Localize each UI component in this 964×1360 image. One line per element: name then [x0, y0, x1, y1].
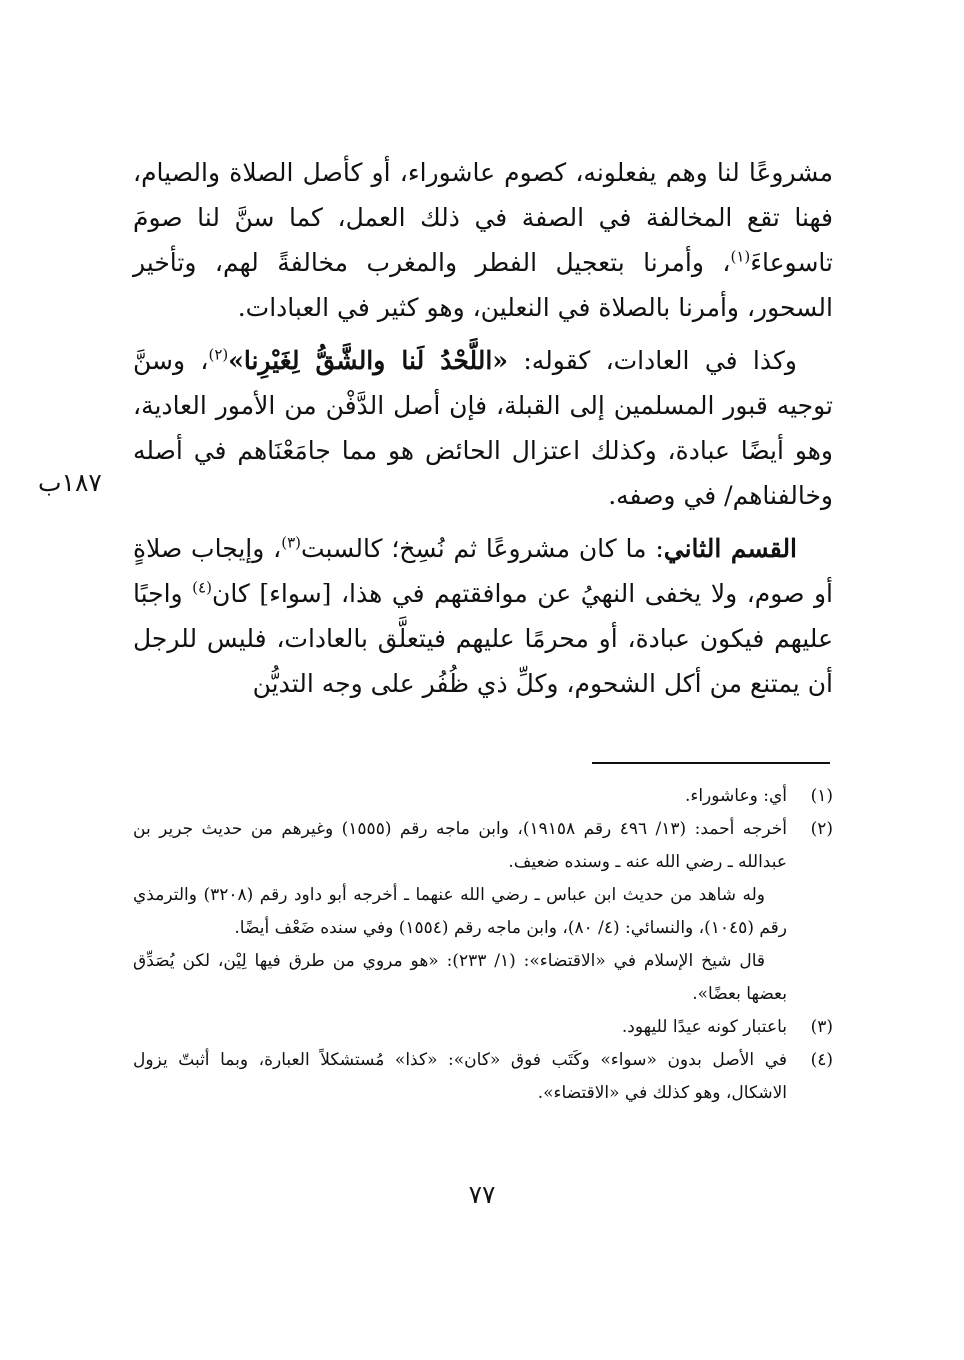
footnote-3: [133, 1011, 833, 1044]
paragraph-2: [133, 338, 833, 518]
footnote-body: [133, 813, 787, 1011]
footnote-number: (٢): [810, 819, 833, 839]
main-text: [133, 150, 833, 714]
footnote-number: (١): [810, 786, 833, 806]
footnote-ref-2[interactable]: (٢): [208, 345, 229, 364]
paragraph-1-text-a: مشروعًا لنا وهم يفعلونه، كصوم عاشوراء، أو كأصل الصلاة والصيام، فهنا تقع المخالفة في الصفة في ذلك العمل، كما سنَّ لنا صومَ تاسوعاءَ: [133, 158, 833, 277]
paragraph-3: [133, 526, 833, 706]
footnote-number: (٤): [810, 1050, 833, 1070]
page-number: ٧٧: [468, 1180, 496, 1209]
paragraph-1-text-b: ، وأمرنا بتعجيل الفطر والمغرب مخالفةً لهم، وتأخير السحور، وأمرنا بالصلاة في النعلين، وهو كثير في العبادات.: [133, 248, 833, 322]
section-heading: القسم الثاني: [663, 534, 798, 563]
paragraph-3-text-c: واجبًا عليهم فيكون عبادة، أو محرمًا عليهم فيتعلَّق بالعادات، فليس للرجل أن يمتنع من أكل الشحوم، وكلِّ ذي ظُفُر على وجه التديُّن: [133, 579, 833, 698]
footnote-text: أي: وعاشوراء.: [684, 786, 787, 806]
footnote-text: وله شاهد من حديث ابن عباس ـ رضي الله عنهما ـ أخرجه أبو داود رقم (٣٢٠٨) والترمذي رقم (١٠٤٥)، والنسائي: (٤/ ٨٠)، وابن ماجه رقم (١٥٥٤) وفي سنده ضَعْف أيضًا.: [133, 885, 787, 938]
footnote-body: [133, 780, 787, 813]
footnote-2: [133, 813, 833, 1011]
footnote-body: [133, 1011, 787, 1044]
footnote-text: قال شيخ الإسلام في «الاقتضاء»: (١/ ٢٣٣): «هو مروي من طرق فيها لِيْن، لكن يُصَدِّق بعضها بعضًا».: [133, 951, 787, 1004]
footnote-text: أخرجه أحمد: (١٣/ ٤٩٦ رقم ١٩١٥٨)، وابن ماجه رقم (١٥٥٥) وغيرهم من حديث جرير بن عبدالله ـ رضي الله عنه ـ وسنده ضعيف.: [133, 819, 787, 872]
footnote-1: [133, 780, 833, 813]
footnote-text: باعتبار كونه عيدًا لليهود.: [621, 1017, 787, 1037]
footnote-ref-1[interactable]: (١): [730, 247, 751, 266]
footnote-text: في الأصل بدون «سواء» وكَتَب فوق «كان»: «كذا» مُستشكلاً العبارة، وبما أثبتّ يزول الاشكال، وهو كذلك في «الاقتضاء».: [133, 1050, 787, 1103]
footnote-body: [133, 1044, 787, 1110]
footnote-4: [133, 1044, 833, 1110]
footnote-ref-4[interactable]: (٤): [192, 578, 212, 597]
footnote-ref-3[interactable]: (٣): [281, 533, 301, 552]
footnote-number: (٣): [810, 1017, 833, 1037]
paragraph-3-text-b: ، وإيجاب صلاةٍ أو صوم، ولا يخفى النهيُ عن موافقتهم في هذا، [سواء] كان: [133, 534, 833, 608]
footnote-separator: [592, 762, 830, 764]
paragraph-2-text-a: وكذا في العادات، كقوله:: [508, 346, 797, 375]
paragraph-1: [133, 150, 833, 330]
paragraph-3-text-a: : ما كان مشروعًا ثم نُسِخ؛ كالسبت: [301, 534, 664, 563]
footnotes: [133, 780, 833, 1110]
paragraph-2-text-b: ، وسنَّ توجيه قبور المسلمين إلى القبلة، فإن أصل الدَّفْن من الأمور العادية، وهو أيضًا عبادة، وكذلك اعتزال الحائض هو مما جامَعْنَاهم في أصله وخالفناهم/ في وصفه.: [133, 346, 833, 510]
manuscript-folio-note: ١٨٧ب: [38, 468, 102, 497]
hadith-quote: «اللَّحْدُ لَنا والشَّقُّ لِغَيْرِنا»: [228, 346, 508, 375]
